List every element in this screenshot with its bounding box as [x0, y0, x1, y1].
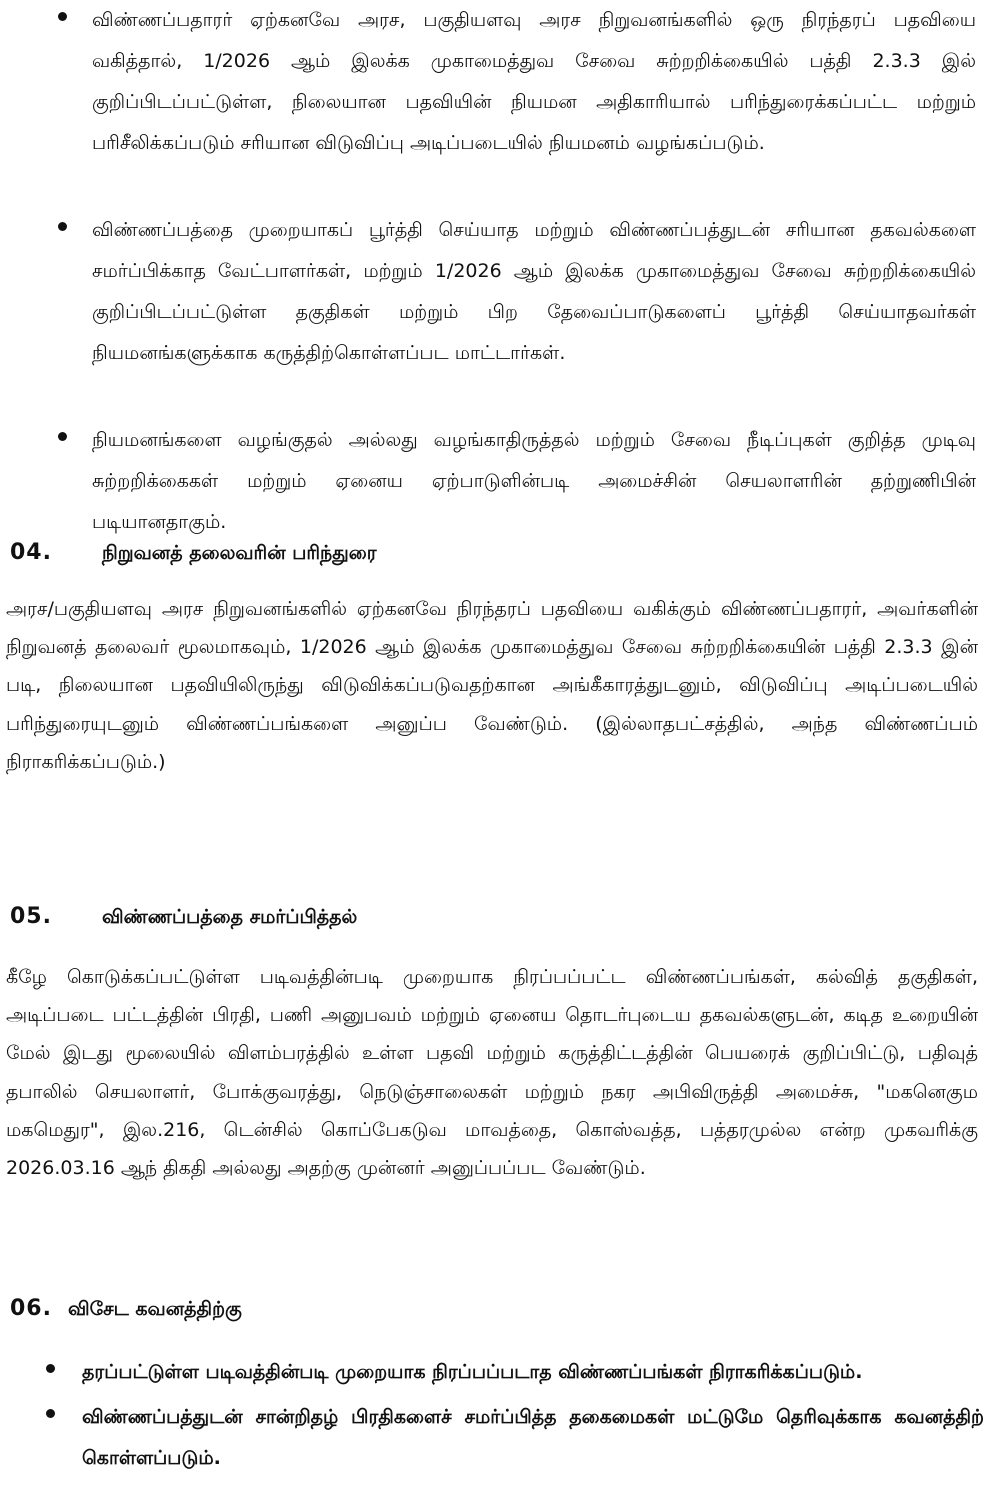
bullet-icon	[58, 222, 67, 231]
section-number: 06.	[10, 1296, 52, 1321]
section-number: 04.	[10, 540, 52, 565]
section-04-heading	[10, 540, 377, 567]
section-title: விண்ணப்பத்தை சமர்ப்பித்தல்	[102, 906, 358, 928]
section-04-body: அரச/பகுதியளவு அரச நிறுவனங்களில் ஏற்கனவே நிரந்தரப் பதவியை வகிக்கும் விண்ணப்பதாரர், அவர்களின் நிறுவனத் தலைவர் மூலமாகவும், 1/2026 ஆம் இலக்க முகாமைத்துவ சேவை சுற்றறிக்கையின் பத்தி 2.3.3 இன் படி, நிலையான பதவியிலிருந்து விடுவிக்கப்படுவதற்கான அங்கீகாரத்துடனும், விடுவிப்பு அடிப்படையில் பரிந்துரையுடனும் விண்ணப்பங்களை அனுப்ப வேண்டும். (இல்லாதபட்சத்தில், அந்த விண்ணப்பம் நிராகரிக்கப்படும்.)	[6, 598, 978, 773]
bullet-icon	[46, 1409, 55, 1418]
bullet-icon	[58, 12, 67, 21]
list-item	[44, 1352, 984, 1393]
bullet-text: விண்ணப்பத்துடன் சான்றிதழ் பிரதிகளைச் சமர்ப்பித்த தகைமைகள் மட்டுமே தெரிவுக்காக கவனத்திற் கொள்ளப்படும்.	[82, 1406, 984, 1469]
bullet-icon	[58, 432, 67, 441]
list-item	[56, 420, 976, 543]
bullet-text: விண்ணப்பதாரர் ஏற்கனவே அரச, பகுதியளவு அரச நிறுவனங்களில் ஒரு நிரந்தரப் பதவியை வகித்தால், 1/2026 ஆம் இலக்க முகாமைத்துவ சேவை சுற்றறிக்கையில் பத்தி 2.3.3 இல் குறிப்பிடப்பட்டுள்ள, நிலையான பதவியின் நியமன அதிகாரியால் பரிந்துரைக்கப்பட்ட மற்றும் பரிசீலிக்கப்படும் சரியான விடுவிப்பு அடிப்படையில் நியமனம் வழங்கப்படும்.	[92, 9, 976, 154]
list-item	[44, 1397, 984, 1479]
special-attention-list	[44, 1352, 984, 1483]
section-06-heading	[10, 1296, 242, 1323]
top-bullet-list	[56, 0, 976, 589]
list-item	[56, 0, 976, 164]
section-number: 05.	[10, 904, 52, 929]
list-item	[56, 210, 976, 374]
section-title: நிறுவனத் தலைவரின் பரிந்துரை	[102, 542, 377, 564]
bullet-icon	[46, 1364, 55, 1373]
section-05-body: கீழே கொடுக்கப்பட்டுள்ள படிவத்தின்படி முறையாக நிரப்பப்பட்ட விண்ணப்பங்கள், கல்வித் தகுதிகள், அடிப்படை பட்டத்தின் பிரதி, பணி அனுபவம் மற்றும் ஏனைய தொடர்புடைய தகவல்களுடன், கடித உறையின் மேல் இடது மூலையில் விளம்பரத்தில் உள்ள பதவி மற்றும் கருத்திட்டத்தின் பெயரைக் குறிப்பிட்டு, பதிவுத் தபாலில் செயலாளர், போக்குவரத்து, நெடுஞ்சாலைகள் மற்றும் நகர அபிவிருத்தி அமைச்சு, "மகனெகும மகமெதுர", இல.216, டென்சில் கொப்பேகடுவ மாவத்தை, கொஸ்வத்த, பத்தரமுல்ல என்ற முகவரிக்கு 2026.03.16 ஆந் திகதி அல்லது அதற்கு முன்னர் அனுப்பப்பட வேண்டும்.	[6, 966, 978, 1180]
bullet-text: விண்ணப்பத்தை முறையாகப் பூர்த்தி செய்யாத மற்றும் விண்ணப்பத்துடன் சரியான தகவல்களை சமர்ப்பிக்காத வேட்பாளர்கள், மற்றும் 1/2026 ஆம் இலக்க முகாமைத்துவ சேவை சுற்றறிக்கையில் குறிப்பிடப்பட்டுள்ள தகுதிகள் மற்றும் பிற தேவைப்பாடுகளைப் பூர்த்தி செய்யாதவர்கள் நியமனங்களுக்காக கருத்திற்கொள்ளப்பட மாட்டார்கள்.	[92, 219, 976, 364]
bullet-text: தரப்பட்டுள்ள படிவத்தின்படி முறையாக நிரப்பப்படாத விண்ணப்பங்கள் நிராகரிக்கப்படும்.	[82, 1361, 863, 1383]
section-05-heading	[10, 904, 357, 931]
bullet-text: நியமனங்களை வழங்குதல் அல்லது வழங்காதிருத்தல் மற்றும் சேவை நீடிப்புகள் குறித்த முடிவு சுற்றறிக்கைகள் மற்றும் ஏனைய ஏற்பாடுளின்படி அமைச்சின் செயலாளரின் தற்றுணிபின் படியானதாகும்.	[92, 429, 976, 533]
section-title: விசேட கவனத்திற்கு	[68, 1298, 242, 1320]
